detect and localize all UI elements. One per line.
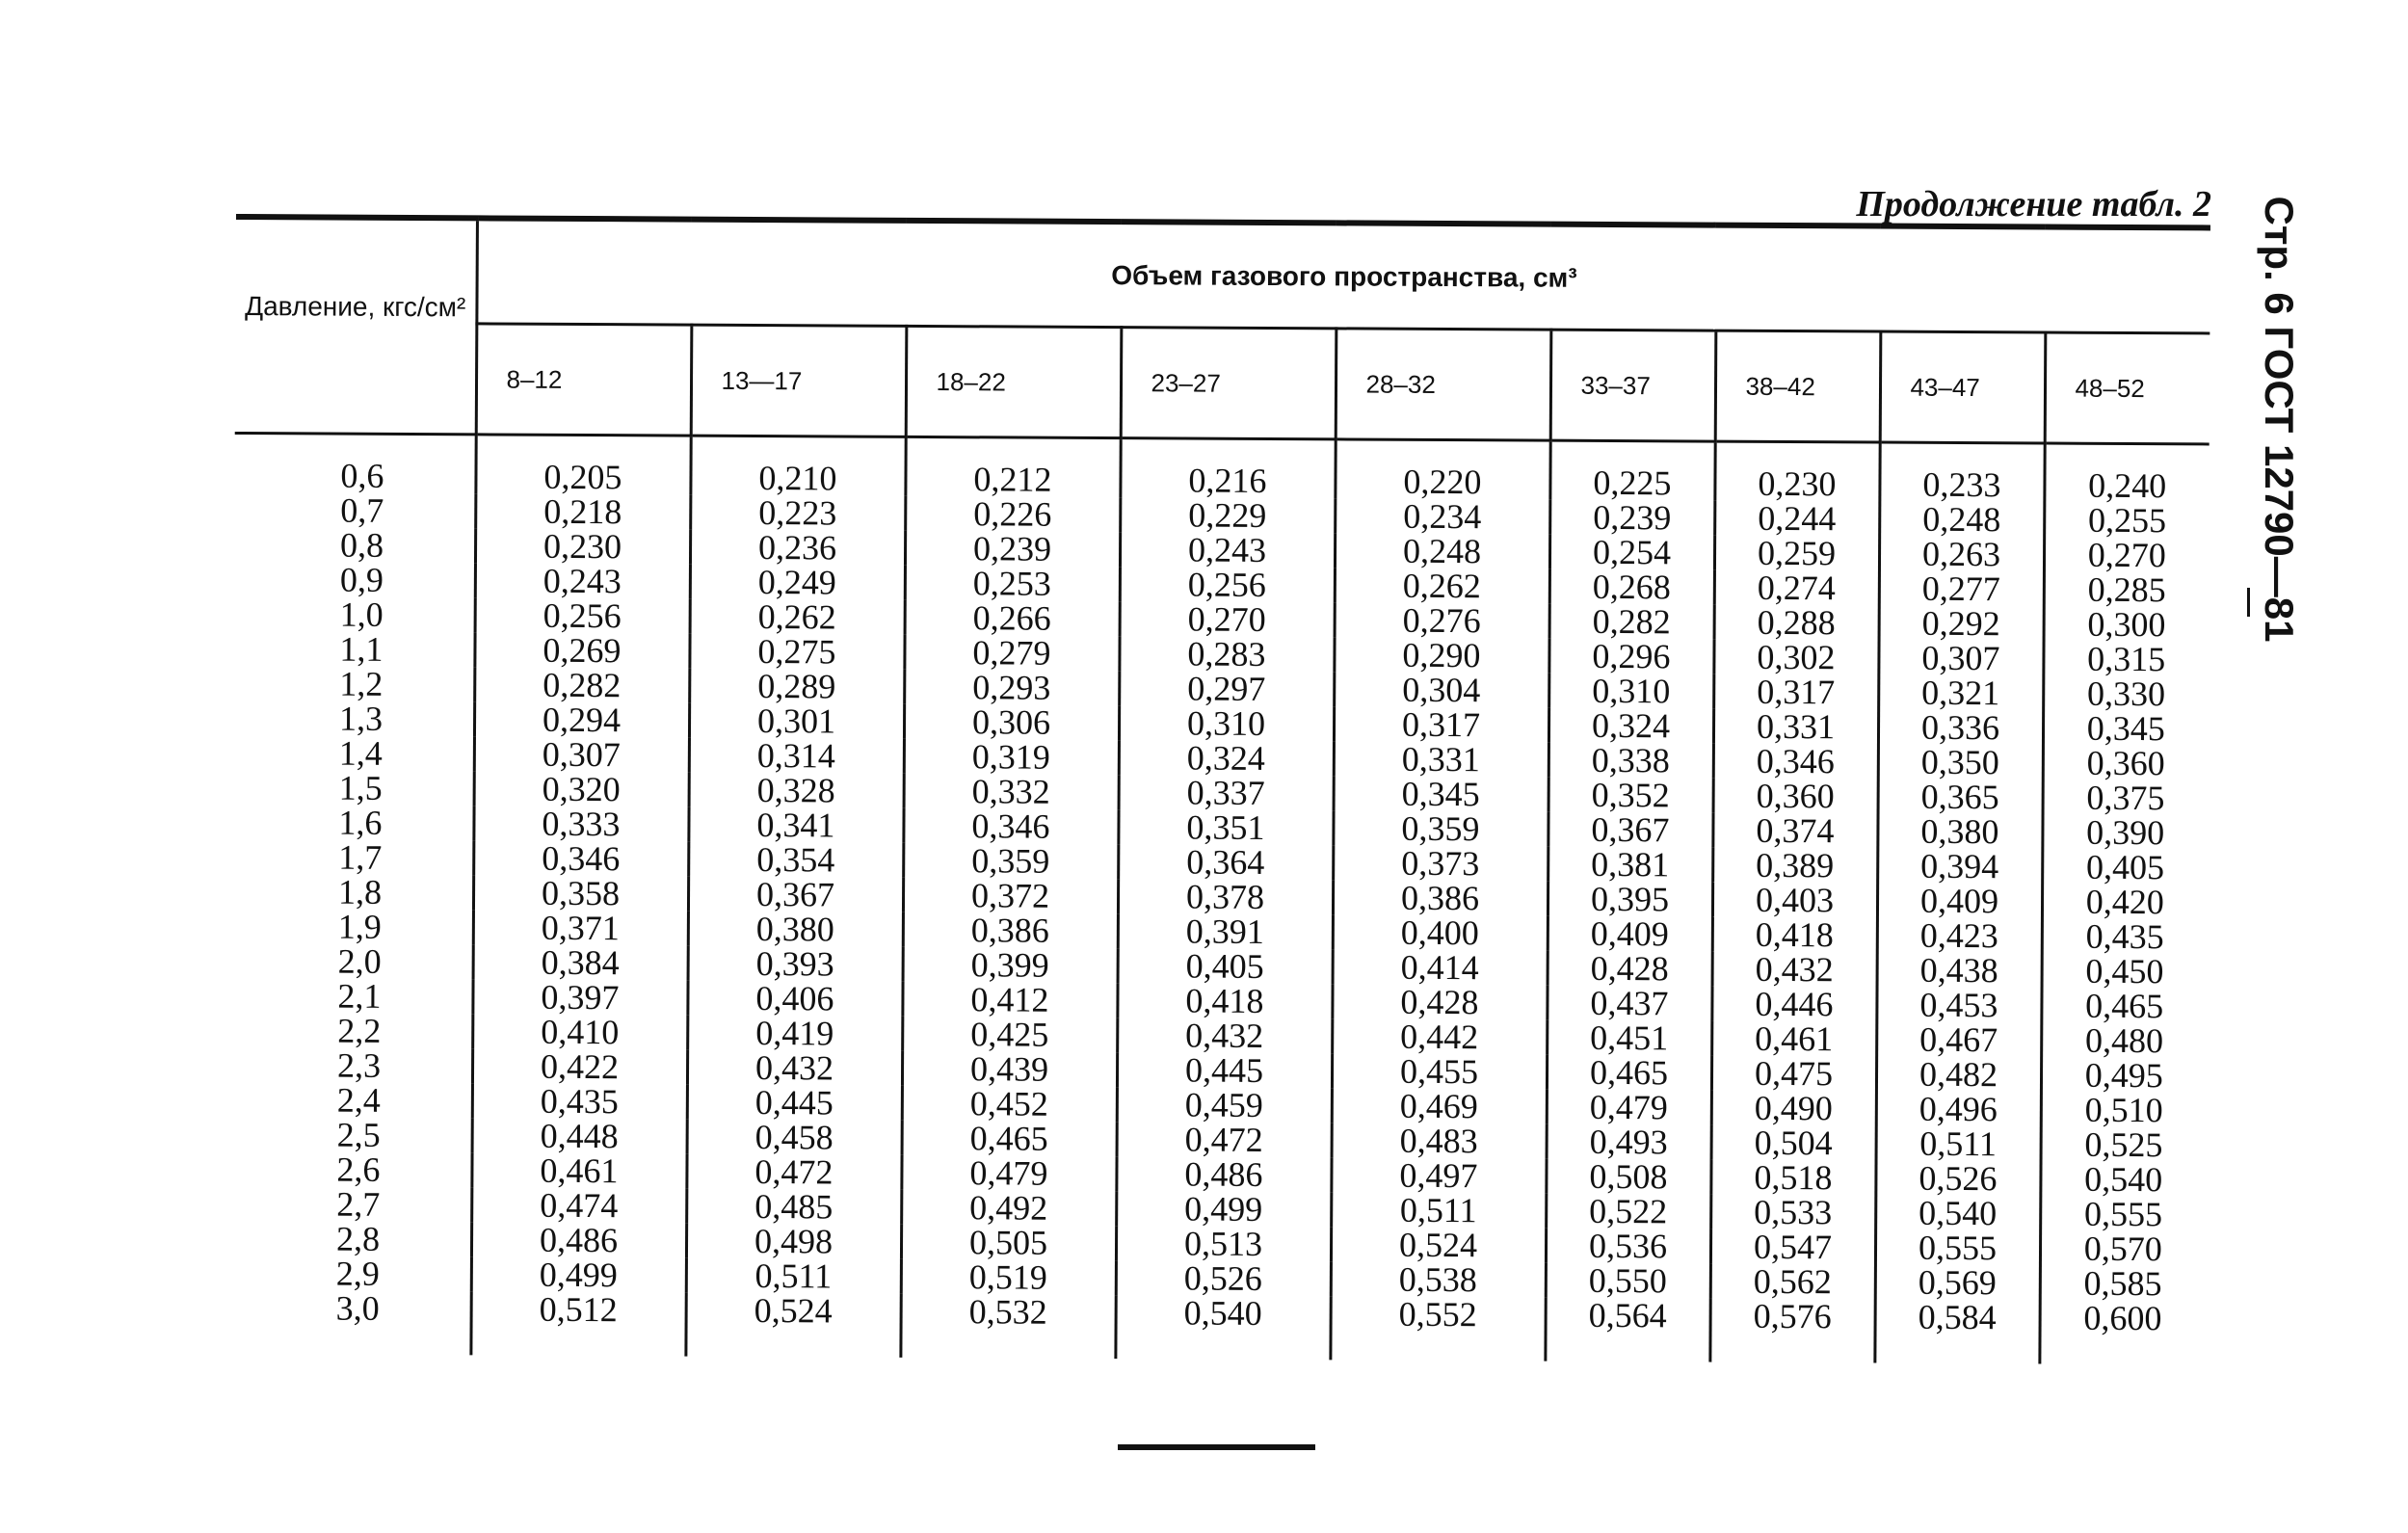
pressure-cell: 1,7	[232, 839, 473, 875]
volume-cell: 0,442	[1332, 1018, 1547, 1054]
volume-cell: 0,240	[2088, 465, 2167, 506]
volume-cell: 0,432	[1712, 952, 1877, 988]
volume-cell: 0,359	[1333, 810, 1548, 846]
table-row	[234, 433, 2209, 503]
volume-cell: 0,564	[1545, 1298, 1709, 1362]
volume-cell: 0,412	[902, 982, 1117, 1018]
volume-cell: 0,526	[1875, 1161, 2040, 1197]
volume-column-header: 8–12	[476, 324, 692, 436]
volume-cell: 0,576	[1709, 1299, 1874, 1363]
volume-column-header: 23–27	[1121, 328, 1336, 439]
table-row	[229, 1290, 2204, 1364]
volume-cell: 0,555	[2083, 1194, 2163, 1234]
volume-cell: 0,373	[1333, 845, 1548, 881]
volume-cell: 0,465	[902, 1121, 1117, 1156]
volume-cell: 0,540	[1115, 1295, 1330, 1360]
volume-cell: 0,526	[1116, 1260, 1331, 1296]
volume-cell: 0,422	[472, 1048, 687, 1084]
volume-cell: 0,393	[688, 946, 903, 982]
volume-cell: 0,512	[470, 1291, 685, 1356]
volume-cell: 0,249	[690, 565, 905, 600]
volume-cell: 0,331	[1713, 709, 1878, 745]
pressure-cell: 1,3	[233, 700, 474, 736]
volume-cell: 0,600	[2083, 1298, 2162, 1338]
volume-cell: 0,317	[1334, 706, 1548, 742]
volume-cell: 0,336	[1878, 710, 2043, 746]
volume-cell: 0,212	[905, 436, 1120, 497]
pressure-cell: 1,2	[233, 666, 474, 701]
volume-cell: 0,432	[687, 1050, 902, 1086]
volume-cell: 0,519	[901, 1259, 1116, 1295]
volume-column-header: 43–47	[1880, 331, 2046, 443]
volume-cell: 0,270	[1120, 601, 1335, 637]
volume-column-header: 33–37	[1550, 330, 1716, 441]
volume-cell: 0,375	[2086, 778, 2165, 818]
volume-cell: 0,374	[1712, 813, 1877, 849]
table-container	[229, 214, 2202, 1400]
volume-cell: 0,365	[1878, 780, 2043, 815]
volume-cell: 0,492	[901, 1190, 1116, 1226]
volume-cell: 0,294	[474, 701, 689, 737]
pressure-cell: 2,8	[230, 1221, 471, 1256]
volume-cell: 0,360	[1713, 779, 1878, 814]
volume-cell: 0,293	[904, 670, 1119, 705]
volume-cell: 0,314	[689, 738, 904, 774]
volume-cell: 0,223	[690, 495, 905, 531]
volume-cell: 0,255	[2087, 500, 2167, 541]
volume-cell: 0,459	[1117, 1087, 1332, 1123]
volume-cell: 0,386	[1333, 880, 1548, 915]
volume-cell: 0,395	[1548, 882, 1712, 917]
volume-cell: 0,282	[1549, 604, 1714, 640]
volume-cell: 0,391	[1118, 913, 1333, 949]
pressure-cell: 1,1	[233, 631, 474, 667]
volume-cell: 0,360	[2086, 743, 2165, 783]
volume-cell: 0,277	[1879, 571, 2044, 607]
volume-cell: 0,248	[1879, 502, 2044, 538]
volume-cell: 0,428	[1548, 951, 1712, 987]
volume-cell: 0,555	[1875, 1230, 2040, 1266]
pressure-cell: 2,3	[231, 1047, 472, 1083]
volume-cell: 0,367	[688, 877, 903, 912]
volume-cell: 0,504	[1711, 1125, 1876, 1161]
volume-cell: 0,275	[689, 634, 904, 670]
volume-cell: 0,420	[2085, 882, 2164, 922]
volume-cell: 0,409	[1548, 916, 1712, 952]
volume-cell: 0,274	[1714, 570, 1879, 606]
volume-cell: 0,283	[1119, 636, 1334, 672]
volume-cell: 0,345	[2086, 708, 2165, 749]
volume-cell: 0,524	[685, 1293, 900, 1358]
volume-cell: 0,345	[1334, 776, 1548, 811]
volume-cell: 0,321	[1878, 675, 2043, 711]
volume-cell: 0,289	[689, 669, 904, 704]
volume-cell: 0,496	[1876, 1092, 2041, 1127]
volume-cell: 0,386	[903, 912, 1118, 948]
volume-cell: 0,352	[1548, 778, 1713, 813]
volume-cell: 0,505	[901, 1225, 1116, 1260]
volume-cell: 0,480	[2084, 1020, 2164, 1061]
volume-column-header: 38–42	[1715, 330, 1881, 442]
volume-cell: 0,438	[1877, 953, 2042, 989]
volume-cell: 0,400	[1333, 914, 1548, 950]
volume-cell: 0,243	[475, 563, 690, 598]
volume-cell: 0,266	[905, 600, 1120, 636]
volume-cell: 0,513	[1116, 1226, 1331, 1261]
volume-cell: 0,448	[472, 1118, 687, 1153]
volume-cell: 0,269	[474, 632, 689, 668]
volume-cell: 0,317	[1713, 674, 1878, 710]
volume-cell: 0,205	[475, 435, 690, 495]
volume-cell: 0,320	[474, 771, 689, 806]
pressure-cell: 2,2	[231, 1013, 472, 1048]
volume-cell: 0,414	[1333, 949, 1548, 985]
volume-cell: 0,270	[2087, 535, 2166, 575]
volume-cell: 0,522	[1546, 1194, 1710, 1229]
volume-cell: 0,330	[2086, 674, 2166, 714]
volume-cell: 0,297	[1119, 671, 1334, 706]
volume-cell: 0,536	[1546, 1229, 1710, 1264]
volume-cell: 0,511	[1331, 1192, 1546, 1228]
volume-cell: 0,552	[1330, 1296, 1545, 1361]
volume-cell: 0,461	[1711, 1021, 1876, 1057]
volume-cell: 0,403	[1712, 883, 1877, 918]
volume-cell: 0,486	[1116, 1156, 1331, 1192]
side-rule	[2247, 588, 2250, 617]
pressure-cell: 2,0	[232, 943, 473, 979]
volume-cell: 0,230	[475, 528, 690, 564]
pressure-cell: 2,4	[231, 1082, 472, 1118]
volume-cell: 0,332	[904, 774, 1119, 809]
volume-cell: 0,239	[1549, 500, 1714, 536]
volume-cell: 0,465	[1547, 1055, 1711, 1091]
pressure-cell: 0,7	[234, 492, 475, 528]
volume-cell: 0,239	[905, 531, 1120, 567]
volume-cell: 0,292	[1879, 606, 2044, 642]
volume-cell: 0,290	[1334, 637, 1548, 673]
table-body	[229, 433, 2209, 1364]
volume-cell: 0,372	[903, 878, 1118, 913]
pressure-cell: 2,6	[230, 1151, 471, 1187]
volume-cell: 0,425	[902, 1017, 1117, 1052]
volume-cell: 0,518	[1710, 1160, 1875, 1196]
volume-cell: 0,359	[903, 843, 1118, 879]
volume-cell: 0,584	[1874, 1300, 2039, 1364]
volume-cell: 0,371	[473, 910, 688, 945]
volume-cell: 0,346	[473, 840, 688, 876]
volume-cell: 0,472	[1117, 1122, 1332, 1157]
volume-cell: 0,262	[690, 599, 905, 635]
volume-cell: 0,410	[472, 1014, 687, 1049]
volume-cell: 0,390	[2086, 812, 2165, 853]
volume-cell: 0,248	[1335, 533, 1549, 568]
volume-cell: 0,479	[1547, 1090, 1711, 1125]
volume-cell: 0,482	[1876, 1057, 2041, 1093]
volume-cell: 0,461	[471, 1152, 686, 1188]
volume-cell: 0,510	[2084, 1090, 2163, 1130]
volume-cell: 0,419	[687, 1016, 902, 1051]
volume-cell: 0,310	[1119, 705, 1334, 741]
volume-cell: 0,310	[1548, 674, 1713, 709]
volume-cell: 0,483	[1332, 1123, 1547, 1158]
volume-cell: 0,394	[1877, 849, 2042, 885]
volume-cell: 0,453	[1876, 988, 2041, 1023]
volume-cell: 0,324	[1119, 740, 1334, 776]
volume-cell: 0,493	[1547, 1124, 1711, 1160]
volume-cell: 0,254	[1549, 535, 1714, 570]
volume-cell: 0,338	[1548, 743, 1713, 779]
volume-cell: 0,479	[901, 1155, 1116, 1191]
volume-cell: 0,550	[1546, 1263, 1710, 1299]
volume-cell: 0,547	[1710, 1229, 1875, 1265]
volume-cell: 0,243	[1120, 532, 1335, 568]
volume-cell: 0,450	[2085, 951, 2164, 991]
volume-cell: 0,532	[900, 1294, 1115, 1359]
volume-header-row	[235, 322, 2210, 443]
volume-cell: 0,337	[1119, 775, 1334, 810]
volume-cell: 0,540	[2084, 1159, 2163, 1200]
volume-cell: 0,285	[2087, 569, 2166, 610]
bottom-rule	[1118, 1444, 1315, 1450]
volume-cell: 0,351	[1118, 809, 1333, 845]
volume-cell: 0,300	[2087, 604, 2166, 645]
side-page-header-text: Стр. 6 ГОСТ 12790—81	[2257, 196, 2302, 643]
volume-cell: 0,432	[1117, 1018, 1332, 1053]
volume-cell: 0,569	[1875, 1265, 2040, 1301]
volume-cell: 0,307	[1878, 641, 2043, 676]
pressure-cell: 0,8	[234, 527, 475, 563]
volume-cell: 0,467	[1876, 1022, 2041, 1058]
volume-cell: 0,324	[1548, 708, 1713, 744]
pressure-cell: 1,6	[232, 805, 473, 840]
volume-cell: 0,346	[1713, 744, 1878, 780]
table-caption: Продолжение табл. 2	[1856, 184, 2211, 225]
volume-cell: 0,511	[1876, 1126, 2041, 1162]
pressure-cell: 2,9	[230, 1255, 471, 1291]
volume-cell: 0,495	[2084, 1055, 2163, 1096]
volume-cell: 0,435	[472, 1083, 687, 1119]
pressure-cell: 1,8	[232, 874, 473, 910]
volume-cell: 0,302	[1713, 640, 1878, 675]
volume-cell: 0,262	[1335, 568, 1549, 603]
volume-cell: 0,455	[1332, 1053, 1547, 1089]
volume-cell: 0,499	[471, 1256, 686, 1292]
volume-cell: 0,435	[2085, 916, 2164, 957]
volume-cell: 0,276	[1335, 602, 1549, 638]
volume-cell: 0,570	[2083, 1229, 2162, 1269]
volume-cell: 0,562	[1710, 1264, 1875, 1300]
volume-cell: 0,508	[1546, 1159, 1710, 1195]
volume-cell: 0,233	[1879, 442, 2044, 502]
volume-cell: 0,451	[1547, 1020, 1711, 1056]
volume-cell: 0,288	[1714, 605, 1879, 641]
pressure-header: Давление, кгс/см²	[235, 217, 477, 435]
volume-cell: 0,331	[1334, 741, 1548, 777]
volume-cell: 0,384	[473, 944, 688, 980]
volume-cell: 0,446	[1711, 987, 1876, 1022]
volume-cell: 0,533	[1710, 1195, 1875, 1230]
volume-cell: 0,405	[2085, 847, 2165, 887]
volume-cell: 0,354	[688, 842, 903, 878]
volume-cell: 0,315	[2087, 639, 2166, 679]
volume-cell: 0,256	[475, 597, 690, 633]
volume-cell: 0,304	[1334, 672, 1548, 707]
volume-cell: 0,226	[905, 496, 1120, 532]
volume-cell: 0,485	[686, 1189, 901, 1225]
volume-cell: 0,397	[472, 979, 687, 1015]
pressure-cell: 0,6	[234, 433, 475, 493]
volume-cell: 0,418	[1712, 917, 1877, 953]
pressure-cell: 2,5	[231, 1117, 472, 1152]
volume-cell: 0,538	[1331, 1261, 1546, 1297]
volume-cell: 0,474	[471, 1187, 686, 1223]
volume-column-header: 28–32	[1336, 329, 1551, 440]
volume-cell: 0,346	[903, 808, 1118, 844]
volume-cell: 0,328	[689, 773, 904, 808]
pressure-cell: 2,1	[231, 978, 472, 1014]
volume-cell: 0,585	[2083, 1263, 2162, 1304]
volume-cell: 0,282	[474, 667, 689, 702]
volume-cell: 0,216	[1120, 438, 1335, 499]
volume-cell: 0,452	[902, 1086, 1117, 1122]
volume-cell: 0,230	[1714, 441, 1879, 501]
pressure-cell: 1,5	[233, 770, 474, 806]
pressure-cell: 2,7	[230, 1186, 471, 1222]
volume-cell: 0,511	[686, 1258, 901, 1294]
volume-cell: 0,236	[690, 530, 905, 566]
volume-cell: 0,307	[474, 736, 689, 772]
volume-cell: 0,319	[904, 739, 1119, 775]
volume-cell: 0,540	[1875, 1196, 2040, 1231]
volume-cell: 0,499	[1116, 1191, 1331, 1227]
volume-column-header: 48–52	[2045, 332, 2210, 444]
volume-cell: 0,469	[1332, 1088, 1547, 1123]
volume-cell: 0,437	[1547, 986, 1711, 1021]
volume-cell: 0,475	[1711, 1056, 1876, 1092]
volume-cell: 0,350	[1878, 745, 2043, 780]
volume-cell: 0,210	[690, 436, 905, 496]
pressure-cell: 1,0	[234, 596, 475, 632]
volume-cell: 0,380	[688, 912, 903, 947]
volume-cell: 0,253	[905, 566, 1120, 601]
volume-column-header: 18–22	[906, 326, 1122, 437]
volume-cell: 0,263	[1879, 537, 2044, 572]
volume-cell: 0,341	[688, 807, 903, 843]
volume-cell: 0,458	[687, 1120, 902, 1155]
volume-cell: 0,445	[1117, 1052, 1332, 1088]
volume-cell: 0,439	[902, 1051, 1117, 1087]
volume-cell: 0,234	[1335, 498, 1549, 534]
volume-cell: 0,389	[1712, 848, 1877, 884]
volume-cell: 0,418	[1117, 983, 1332, 1018]
pressure-cell: 1,9	[232, 909, 473, 944]
volume-cell: 0,428	[1332, 984, 1547, 1019]
volume-cell: 0,225	[1549, 440, 1714, 500]
volume-cell: 0,525	[2084, 1124, 2163, 1165]
volume-cell: 0,497	[1331, 1157, 1546, 1193]
volume-cell: 0,405	[1118, 948, 1333, 984]
volume-cell: 0,490	[1711, 1091, 1876, 1126]
side-page-header	[2221, 196, 2337, 643]
volume-column-header: 13—17	[691, 325, 907, 436]
volume-cell: 0,306	[904, 704, 1119, 740]
volume-cell: 0,358	[473, 875, 688, 911]
volume-cell: 0,423	[1877, 918, 2042, 954]
volume-group-header: Объем газового пространства, см³	[476, 218, 2210, 333]
volume-cell: 0,301	[689, 703, 904, 739]
volume-cell: 0,378	[1118, 879, 1333, 914]
data-table	[229, 214, 2210, 1364]
volume-cell: 0,472	[686, 1154, 901, 1190]
volume-cell: 0,498	[686, 1224, 901, 1259]
volume-cell: 0,367	[1548, 812, 1712, 848]
volume-cell: 0,333	[473, 806, 688, 841]
volume-cell: 0,218	[475, 493, 690, 529]
volume-cell: 0,296	[1548, 639, 1713, 674]
volume-cell: 0,406	[687, 981, 902, 1017]
volume-cell: 0,364	[1118, 844, 1333, 880]
volume-cell: 0,445	[687, 1085, 902, 1121]
pressure-cell: 1,4	[233, 735, 474, 771]
volume-cell: 0,229	[1120, 497, 1335, 533]
volume-cell: 0,220	[1335, 439, 1549, 500]
volume-cell: 0,486	[471, 1222, 686, 1257]
volume-cell: 0,524	[1331, 1227, 1546, 1262]
volume-cell: 0,268	[1549, 569, 1714, 605]
volume-cell: 0,259	[1714, 536, 1879, 571]
volume-cell: 0,409	[1877, 884, 2042, 919]
pressure-cell: 0,9	[234, 562, 475, 597]
volume-cell: 0,380	[1877, 814, 2042, 850]
volume-cell: 0,279	[904, 635, 1119, 671]
volume-cell: 0,256	[1120, 567, 1335, 602]
volume-cell: 0,399	[903, 947, 1118, 983]
volume-cell: 0,465	[2085, 986, 2164, 1026]
volume-cell: 0,381	[1548, 847, 1712, 883]
pressure-cell: 3,0	[229, 1290, 470, 1355]
volume-cell: 0,244	[1714, 501, 1879, 537]
